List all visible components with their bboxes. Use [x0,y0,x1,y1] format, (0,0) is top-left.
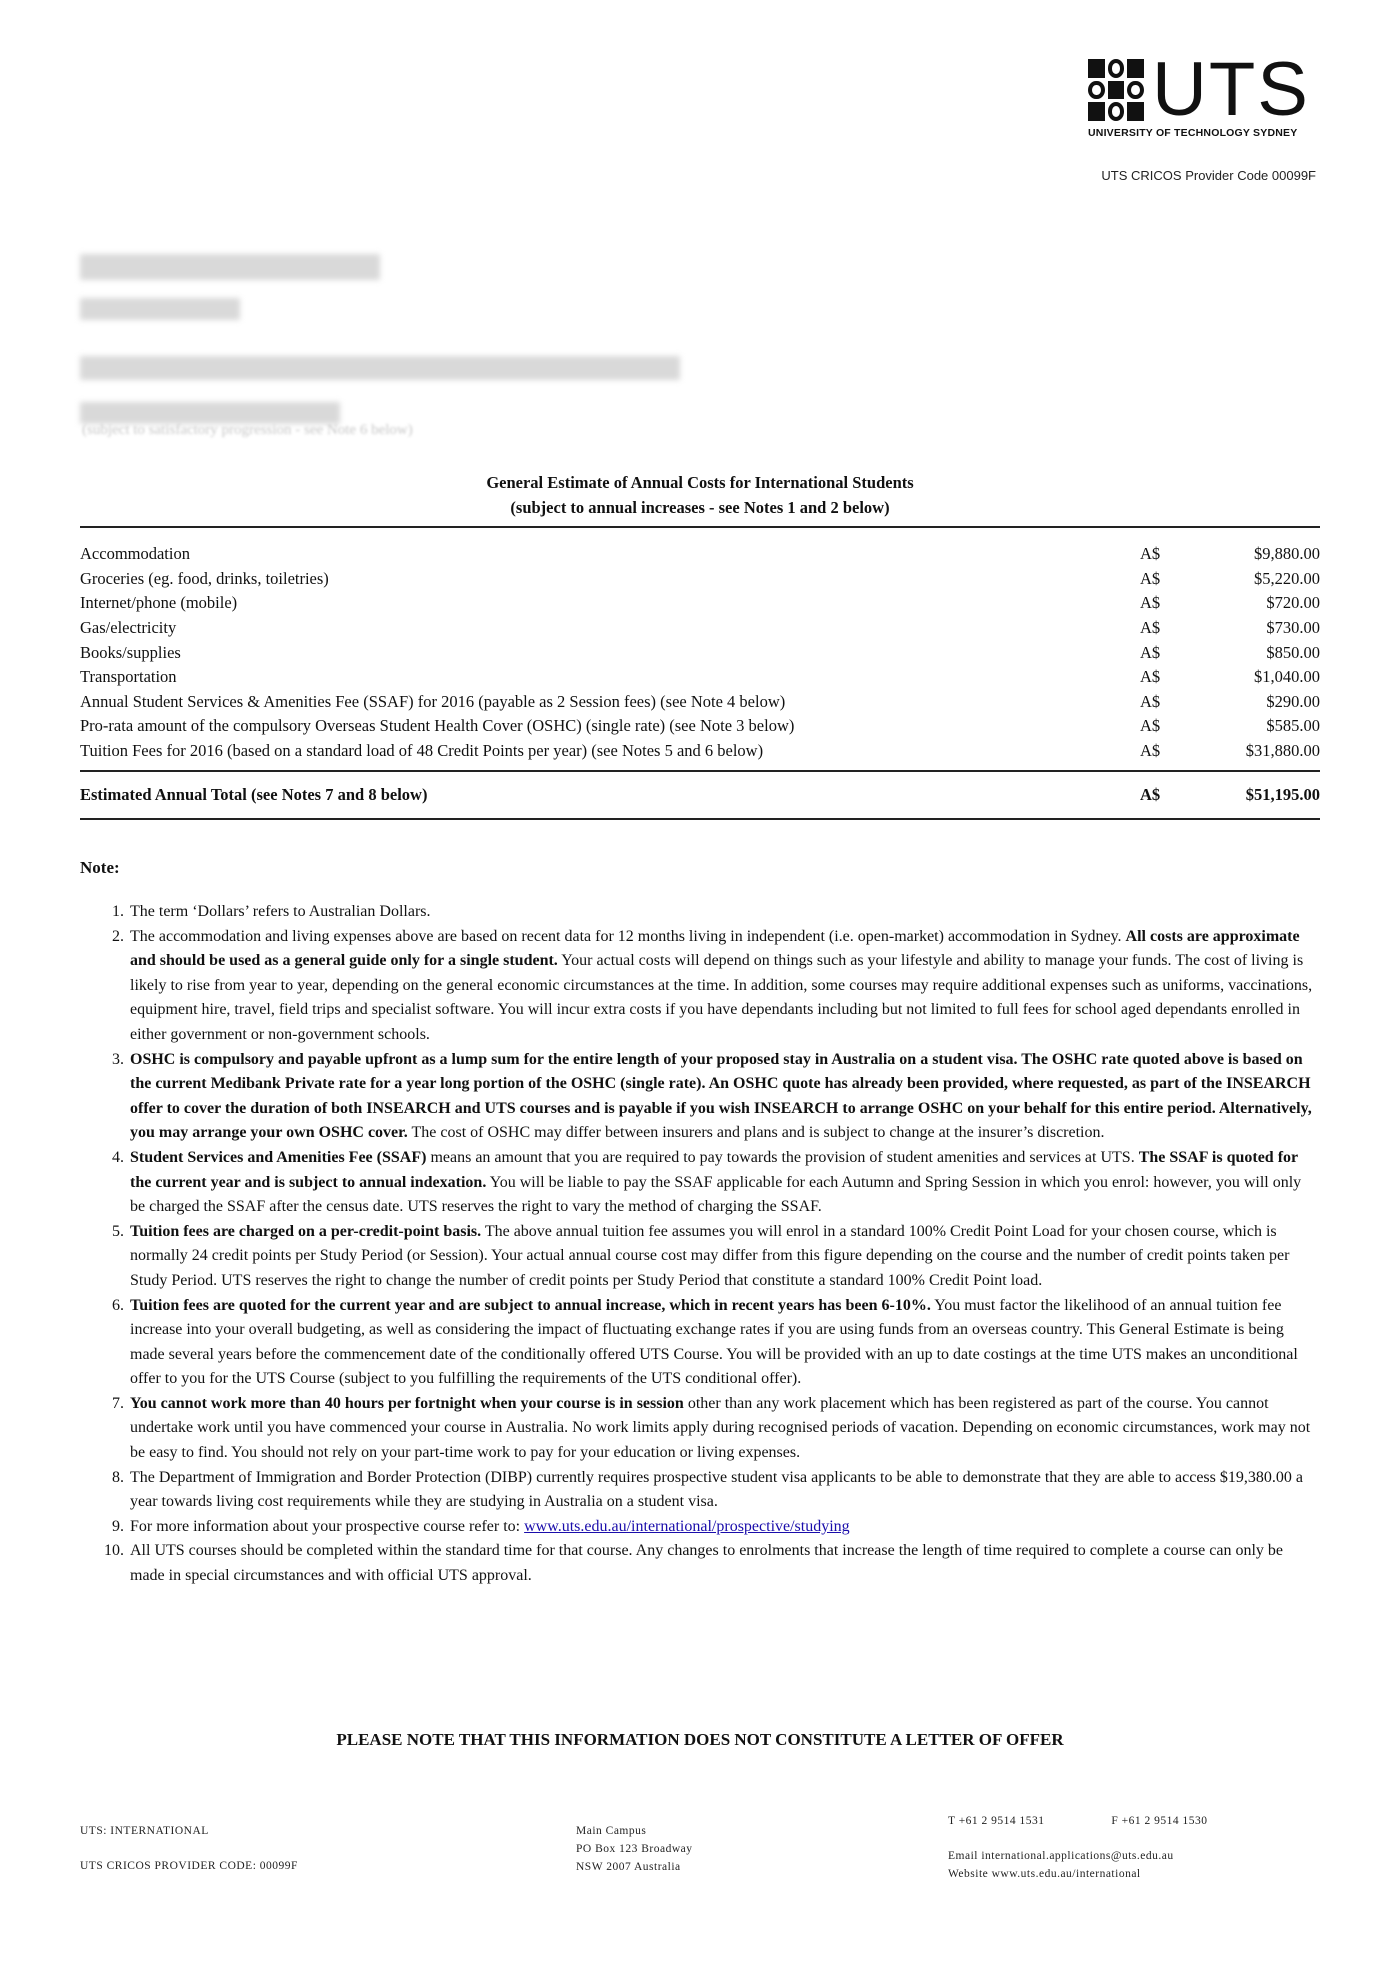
footer-campus: Main Campus [576,1825,647,1837]
estimate-title [80,470,1320,520]
redacted-line-2 [80,298,240,320]
note-bold-text: The SSAF is quoted for the current year and is subject to annual indexation. [130,1148,1298,1191]
note-text: The above annual tuition fee assumes you will enrol in a standard 100% Credit Point Load for your chosen course, which is normally 24 credit points per Study Period (or Session). Your actual annual course cost may differ from this figure depending on the course and the number of credit points taken per Study Period. UTS reserves the right to change the number of credit points per Study Period that constitute a standard 100% Credit Point load. [130,1222,1290,1289]
note-text: The term ‘Dollars’ refers to Australian Dollars. [130,903,431,920]
cost-currency: A$ [1140,716,1161,736]
cost-label: Annual Student Services & Amenities Fee (SSAF) for 2016 (payable as 2 Session fees) (see Note 4 below) [80,691,786,711]
cost-label: Internet/phone (mobile) [80,593,238,613]
notes-list [80,900,1320,1589]
footer-phones [948,1812,1207,1830]
cricos-code: UTS CRICOS Provider Code 00099F [1101,168,1316,183]
footer-cricos: UTS CRICOS PROVIDER CODE: 00099F [80,1860,298,1872]
footer-website: Website www.uts.edu.au/international [948,1868,1141,1880]
note-bold-text: All costs are approximate and should be used as a general guide only for a single student. [130,927,1300,970]
total-label: Estimated Annual Total (see Notes 7 and 8 below) [80,785,428,804]
note-text: means an amount that you are required to pay towards the provision of student amenities and services at UTS. [426,1148,1139,1166]
note-text: You will be liable to pay the SSAF applicable for each Autumn and Spring Session in which you enrol: however, you will only be charged the SSAF after the census date. UTS reserves the right to vary the method of charging the SSAF. [130,1173,1302,1216]
redacted-name [80,254,380,280]
footer-email: Email international.applications@uts.edu.au [948,1850,1174,1862]
footer-unit: UTS: INTERNATIONAL [80,1825,209,1837]
redacted-address [80,356,680,380]
prospective-studying-link[interactable]: www.uts.edu.au/international/prospective/studying [524,1517,850,1535]
cost-row [80,690,1320,715]
note-text: The Department of Immigration and Border Protection (DIBP) currently requires prospective student visa applicants to be able to demonstrate that they are able to access $19,380.00 a year towards living cost requirements while they are studying in Australia on a student visa. [130,1468,1303,1511]
note-bold-text: You cannot work more than 40 hours per fortnight when your course is in session [130,1394,684,1412]
note-text: The cost of OSHC may differ between insurers and plans and is subject to change at the insurer’s discretion. [407,1124,1105,1142]
note-item [128,1220,1320,1294]
note-item [128,1294,1320,1392]
cost-row [80,542,1320,567]
note-text: All UTS courses should be completed within the standard time for that course. Any changes to enrolments that increase the length of time required to complete a course can only be made in special circumstances and with official UTS approval. [130,1542,1283,1585]
note-item [128,925,1320,1048]
cost-row [80,739,1320,764]
note-item [128,1466,1320,1515]
total-currency: A$ [1140,785,1161,804]
cost-label: Pro-rata amount of the compulsory Overseas Student Health Cover (OSHC) (single rate) (see Note 3 below) [80,716,795,736]
note-bold-text: Tuition fees are quoted for the current year and are subject to annual increase, which in recent years has been 6-10%. [130,1296,931,1314]
cost-amount: $5,220.00 [1254,568,1320,588]
cost-currency: A$ [1140,618,1161,638]
cost-label: Groceries (eg. food, drinks, toiletries) [80,568,329,588]
cost-amount: $1,040.00 [1254,667,1320,687]
cost-currency: A$ [1140,691,1161,711]
note-item [128,1539,1320,1588]
cost-amount: $850.00 [1266,642,1320,662]
cost-row [80,665,1320,690]
note-text: Your actual costs will depend on things such as your lifestyle and ability to manage your funds. The cost of living is likely to rise from year to year, depending on the general economic circumstances at the time. In addition, some courses may require additional expenses such as uniforms, vaccinations, equipment hire, travel, field trips and specialist software. You will incur extra costs if you have dependants including but not limited to full fees for school aged dependants enrolled in either government or non-government schools. [130,952,1313,1043]
note-bold-text: Student Services and Amenities Fee (SSAF) [130,1148,427,1166]
footer-po-box: PO Box 123 Broadway [576,1843,693,1855]
notes-heading: Note: [80,858,120,877]
cost-row [80,591,1320,616]
cost-currency: A$ [1140,642,1161,662]
cost-amount: $290.00 [1266,691,1320,711]
cost-label: Transportation [80,667,177,687]
cost-label: Tuition Fees for 2016 (based on a standard load of 48 Credit Points per year) (see Notes 5 and 6 below) [80,741,764,761]
cost-row [80,567,1320,592]
offer-disclaimer: PLEASE NOTE THAT THIS INFORMATION DOES NOT CONSTITUTE A LETTER OF OFFER [336,1730,1064,1749]
note-text: You must factor the likelihood of an annual tuition fee increase into your overall budgeting, as well as considering the impact of fluctuating exchange rates if you are using funds from an overseas country. This General Estimate is being made several years before the commencement date of the conditionally offered UTS Course. You will be provided with an up to date costings at the time UTS makes an unconditional offer to you for the UTS Course (subject to you fulfilling the requirements of the UTS conditional offer). [130,1296,1298,1388]
redacted-progression-note: (subject to satisfactory progression - see Note 6 below) [82,422,413,438]
note-text: The accommodation and living expenses above are based on recent data for 12 months living in independent (i.e. open-market) accommodation in Sydney. [130,927,1126,945]
note-item [128,1048,1320,1146]
cost-row [80,640,1320,665]
cost-label: Gas/electricity [80,618,177,638]
total-row [80,770,1320,820]
cost-row [80,714,1320,739]
footer-city: NSW 2007 Australia [576,1861,681,1873]
uts-emblem-icon [1088,59,1144,121]
cost-currency: A$ [1140,667,1161,687]
cost-currency: A$ [1140,593,1161,613]
note-text: other than any work placement which has been registered as part of the course. You cannot undertake work until you have commenced your course in Australia. No work limits apply during recognised periods of vacation. Depending on economic circumstances, work may not be easy to find. You should not rely on your part-time work to pay for your education or living expenses. [130,1394,1311,1462]
cost-amount: $31,880.00 [1245,741,1320,761]
cost-label: Books/supplies [80,642,181,662]
cost-table [80,526,1320,763]
cost-amount: $585.00 [1266,716,1320,736]
footer-address [576,1822,693,1876]
footer-contact [948,1812,1207,1883]
note-item [128,1392,1320,1466]
cost-amount: $730.00 [1266,618,1320,638]
logo-wordmark: UTS [1152,47,1310,132]
uts-logo [1088,47,1318,139]
cost-row [80,616,1320,641]
note-item [128,900,1320,925]
note-bold-text: Tuition fees are charged on a per-credit-point basis. [130,1222,482,1240]
footer-fax: F +61 2 9514 1530 [1111,1815,1208,1827]
cost-currency: A$ [1140,568,1161,588]
note-bold-text: OSHC is compulsory and payable upfront as a lump sum for the entire length of your proposed stay in Australia on a student visa. The OSHC rate quoted above is based on the current Medibank Private rate for a year long portion of the OSHC (single rate). An OSHC quote has already been provided, where requested, as part of the INSEARCH offer to cover the duration of both INSEARCH and UTS courses and is payable if you wish INSEARCH to arrange OSHC on your behalf for this entire period. Alternatively, you may arrange your own OSHC cover. [130,1050,1312,1142]
cost-amount: $720.00 [1266,593,1320,613]
note-item [128,1515,1320,1540]
total-amount: $51,195.00 [1245,785,1320,804]
estimate-title-line2: (subject to annual increases - see Notes 1 and 2 below) [510,498,890,517]
note-text: For more information about your prospective course refer to: [130,1517,525,1535]
logo-subtitle: UNIVERSITY OF TECHNOLOGY SYDNEY [1088,127,1298,139]
cost-currency: A$ [1140,741,1161,761]
note-item [128,1146,1320,1220]
footer-phone: T +61 2 9514 1531 [948,1815,1045,1827]
estimate-title-line1: General Estimate of Annual Costs for International Students [486,473,914,492]
cost-label: Accommodation [80,544,190,564]
cost-amount: $9,880.00 [1254,544,1320,564]
cost-currency: A$ [1140,544,1161,564]
footer-left [80,1822,298,1875]
redacted-course [80,402,340,424]
